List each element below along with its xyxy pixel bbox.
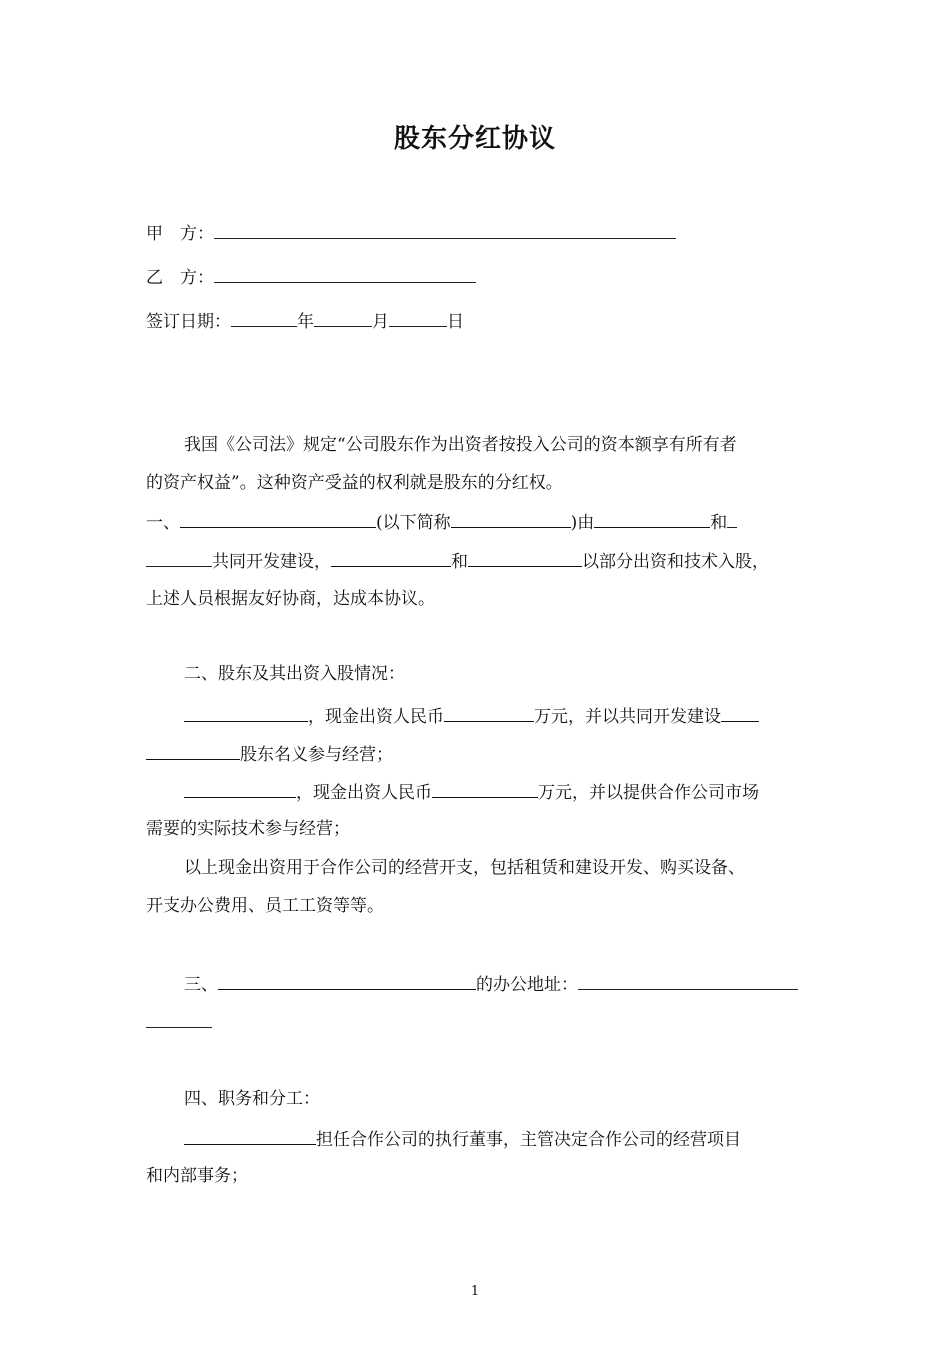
section1-by-label: )由 [570,513,595,533]
section1-and2-label: 和 [451,552,468,572]
party-b-line [146,264,810,290]
section2-p1-role-label: 股东名义参与经营； [240,745,393,765]
section2-p2-cash-label: ，现金出资人民币 [296,783,432,803]
section1-prefix: 一、 [146,513,180,533]
section1-end-label: 以部分出资和技术入股， [582,552,769,572]
executive-director-blank[interactable] [184,1126,316,1145]
party-b-label: 乙 方： [146,268,214,288]
investor-a-blank[interactable] [331,548,451,567]
party-a-blank[interactable] [214,220,676,239]
section2-p1-unit-label: 万元，并以共同开发建设 [534,707,721,727]
section1-line-2 [146,548,810,574]
year-blank[interactable] [231,308,297,327]
section1-line-3: 上述人员根据友好协商，达成本协议。 [146,589,435,609]
month-label: 月 [372,312,389,332]
section3-line-1 [184,971,810,997]
section2-p3-line-2: 开支办公费用、员工工资等等。 [146,896,384,916]
party-b-blank[interactable] [214,264,476,283]
section2-p1-cash-label: ，现金出资人民币 [308,707,444,727]
shareholder-b-blank[interactable] [184,779,296,798]
project-name-blank-end[interactable] [146,741,240,760]
document-title: 股东分红协议 [393,124,556,154]
founder-a-blank[interactable] [594,509,710,528]
section1-line-1 [146,509,810,535]
company-abbr-blank[interactable] [451,509,571,528]
shareholder-a-amount-blank[interactable] [444,703,534,722]
section1-abbr-label: (以下简称 [376,513,451,533]
founder-b-blank-start[interactable] [727,509,737,528]
intro-line-1: 我国《公司法》规定“公司股东作为出资者按投入公司的资本额享有所有者 [184,435,737,455]
investor-b-blank[interactable] [468,548,582,567]
section2-heading: 二、股东及其出资入股情况： [184,664,405,684]
office-address-blank-start[interactable] [578,971,798,990]
section2-p2-line-1 [184,779,810,805]
party-a-line [146,220,810,246]
day-blank[interactable] [389,308,447,327]
sign-date-line [146,308,810,334]
section2-p1-line-1 [184,703,810,729]
company-name-blank[interactable] [180,509,376,528]
page-number: 1 [470,1284,480,1299]
section1-dev-label: 共同开发建设， [212,552,331,572]
section2-p3-line-1: 以上现金出资用于合作公司的经营开支，包括租赁和建设开发、购买设备、 [184,858,745,878]
year-label: 年 [297,312,314,332]
section4-heading: 四、职务和分工： [184,1089,320,1109]
section4-p1-duty: 担任合作公司的执行董事，主管决定合作公司的经营项目 [316,1130,741,1150]
section2-p1-line-2 [146,741,810,767]
month-blank[interactable] [314,308,372,327]
section2-p2-line-2: 需要的实际技术参与经营； [146,819,350,839]
section3-address-label: 的办公地址： [476,975,578,995]
day-label: 日 [447,312,464,332]
section1-and-label: 和 [710,513,728,533]
sign-date-label: 签订日期： [146,312,231,332]
office-company-blank[interactable] [218,971,476,990]
section3-prefix: 三、 [184,975,218,995]
shareholder-a-blank[interactable] [184,703,308,722]
intro-line-2: 的资产权益”。这种资产受益的权利就是股东的分红权。 [146,473,563,493]
founder-b-blank-end[interactable] [146,548,212,567]
section2-p2-unit-label: 万元，并以提供合作公司市场 [538,783,759,803]
section4-p1-line-2: 和内部事务； [146,1166,248,1186]
shareholder-b-amount-blank[interactable] [432,779,538,798]
party-a-label: 甲 方： [146,224,214,244]
section4-p1-line-1 [184,1126,810,1152]
office-address-blank-end[interactable] [146,1009,212,1028]
section3-line-2 [146,1009,810,1035]
project-name-blank-start[interactable] [721,703,759,722]
